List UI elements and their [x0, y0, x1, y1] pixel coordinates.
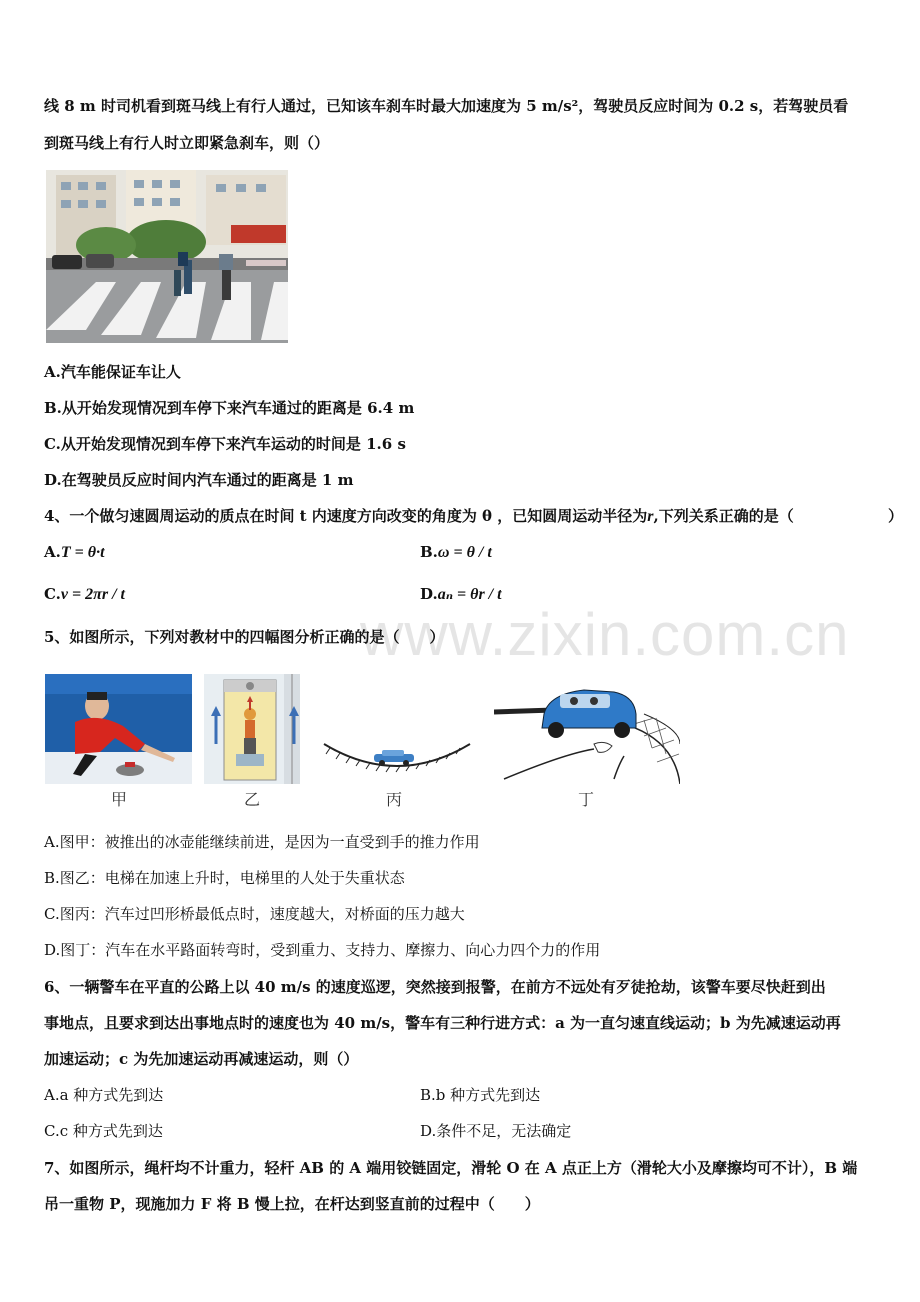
q6-option-a: A.a 种方式先到达 — [44, 1086, 164, 1104]
q4-option-c — [44, 584, 125, 605]
q6-option-d: D.条件不足，无法确定 — [420, 1122, 572, 1140]
caption-jia: 甲 — [111, 790, 128, 809]
q7-stem-line1: 7、如图所示，绳杆均不计重力，轻杆 AB 的 A 端用铰链固定，滑轮 O 在 A 点正上方（滑轮大小及摩擦均可不计），B 端 — [44, 1159, 858, 1177]
q4-option-c-expr: v = 2πr / t — [60, 586, 125, 603]
q6-option-b: B.b 种方式先到达 — [420, 1086, 541, 1104]
caption-ding: 丁 — [578, 790, 595, 809]
q4-stem-tail: ,下列关系正确的是（ — [653, 507, 794, 525]
caption-yi: 乙 — [244, 790, 261, 809]
q5-stem: 5、如图所示，下列对教材中的四幅图分析正确的是（ ） — [44, 628, 445, 646]
q3-option-a: A.汽车能保证车让人 — [44, 363, 181, 381]
q4-option-b-expr: ω = θ / t — [437, 544, 492, 561]
q4-option-b-label: B. — [420, 543, 438, 561]
elevator-diagram — [204, 674, 300, 784]
q6-stem-line1: 6、一辆警车在平直的公路上以 40 m/s 的速度巡逻，突然接到报警，在前方不远处有歹徒抢劫，该警车要尽快赶到出 — [44, 978, 826, 996]
q5-option-c: C.图丙：汽车过凹形桥最低点时，速度越大，对桥面的压力越大 — [44, 905, 465, 923]
q4-option-c-label: C. — [44, 585, 61, 603]
q6-stem-line2: 事地点，且要求到达出事地点时的速度也为 40 m/s，警车有三种行进方式：a 为一直匀速直线运动；b 为先减速运动再 — [44, 1014, 841, 1032]
q3-option-c: C.从开始发现情况到车停下来汽车运动的时间是 1.6 s — [44, 435, 406, 453]
q4-option-d-label: D. — [420, 585, 438, 603]
q3-stem-line2: 到斑马线上有行人时立即紧急刹车，则（） — [44, 134, 330, 152]
q3-option-d: D.在驾驶员反应时间内汽车通过的距离是 1 m — [44, 471, 354, 489]
concave-bridge-diagram — [322, 738, 472, 778]
crosswalk-photo — [46, 170, 288, 343]
caption-bing: 丙 — [386, 790, 403, 809]
q4-option-d-expr: aₙ = θr / t — [437, 586, 502, 603]
q4-option-a — [44, 542, 105, 563]
q7-stem-line2: 吊一重物 P，现施加力 F 将 B 慢上拉，在杆达到竖直前的过程中（ ） — [44, 1195, 540, 1213]
q4-stem-close: ） — [888, 507, 904, 525]
q6-option-c: C.c 种方式先到达 — [44, 1122, 163, 1140]
q4-option-b — [420, 542, 492, 563]
q6-stem-line3: 加速运动；c 为先加速运动再减速运动，则（） — [44, 1050, 359, 1068]
q4-option-a-expr: T = θ·t — [60, 544, 105, 561]
q5-option-a: A.图甲：被推出的冰壶能继续前进，是因为一直受到手的推力作用 — [44, 833, 480, 851]
q4-stem-text: 4、一个做匀速圆周运动的质点在时间 t 内速度方向改变的角度为 θ ，已知圆周运动半径为 — [44, 507, 648, 525]
q5-option-b: B.图乙：电梯在加速上升时，电梯里的人处于失重状态 — [44, 869, 405, 887]
curling-photo — [45, 674, 192, 784]
car-turning-diagram — [494, 684, 680, 784]
q4-option-a-label: A. — [44, 543, 61, 561]
q3-option-b: B.从开始发现情况到车停下来汽车通过的距离是 6.4 m — [44, 399, 415, 417]
q4-stem-r: r — [647, 508, 654, 525]
q4-stem — [44, 506, 794, 527]
q5-option-d: D.图丁：汽车在水平路面转弯时，受到重力、支持力、摩擦力、向心力四个力的作用 — [44, 941, 601, 959]
watermark: www.zixin.com.cn — [360, 601, 850, 668]
q3-stem-line1: 线 8 m 时司机看到斑马线上有行人通过，已知该车刹车时最大加速度为 5 m/s²，驾驶员反应时间为 0.2 s，若驾驶员看 — [44, 97, 849, 115]
